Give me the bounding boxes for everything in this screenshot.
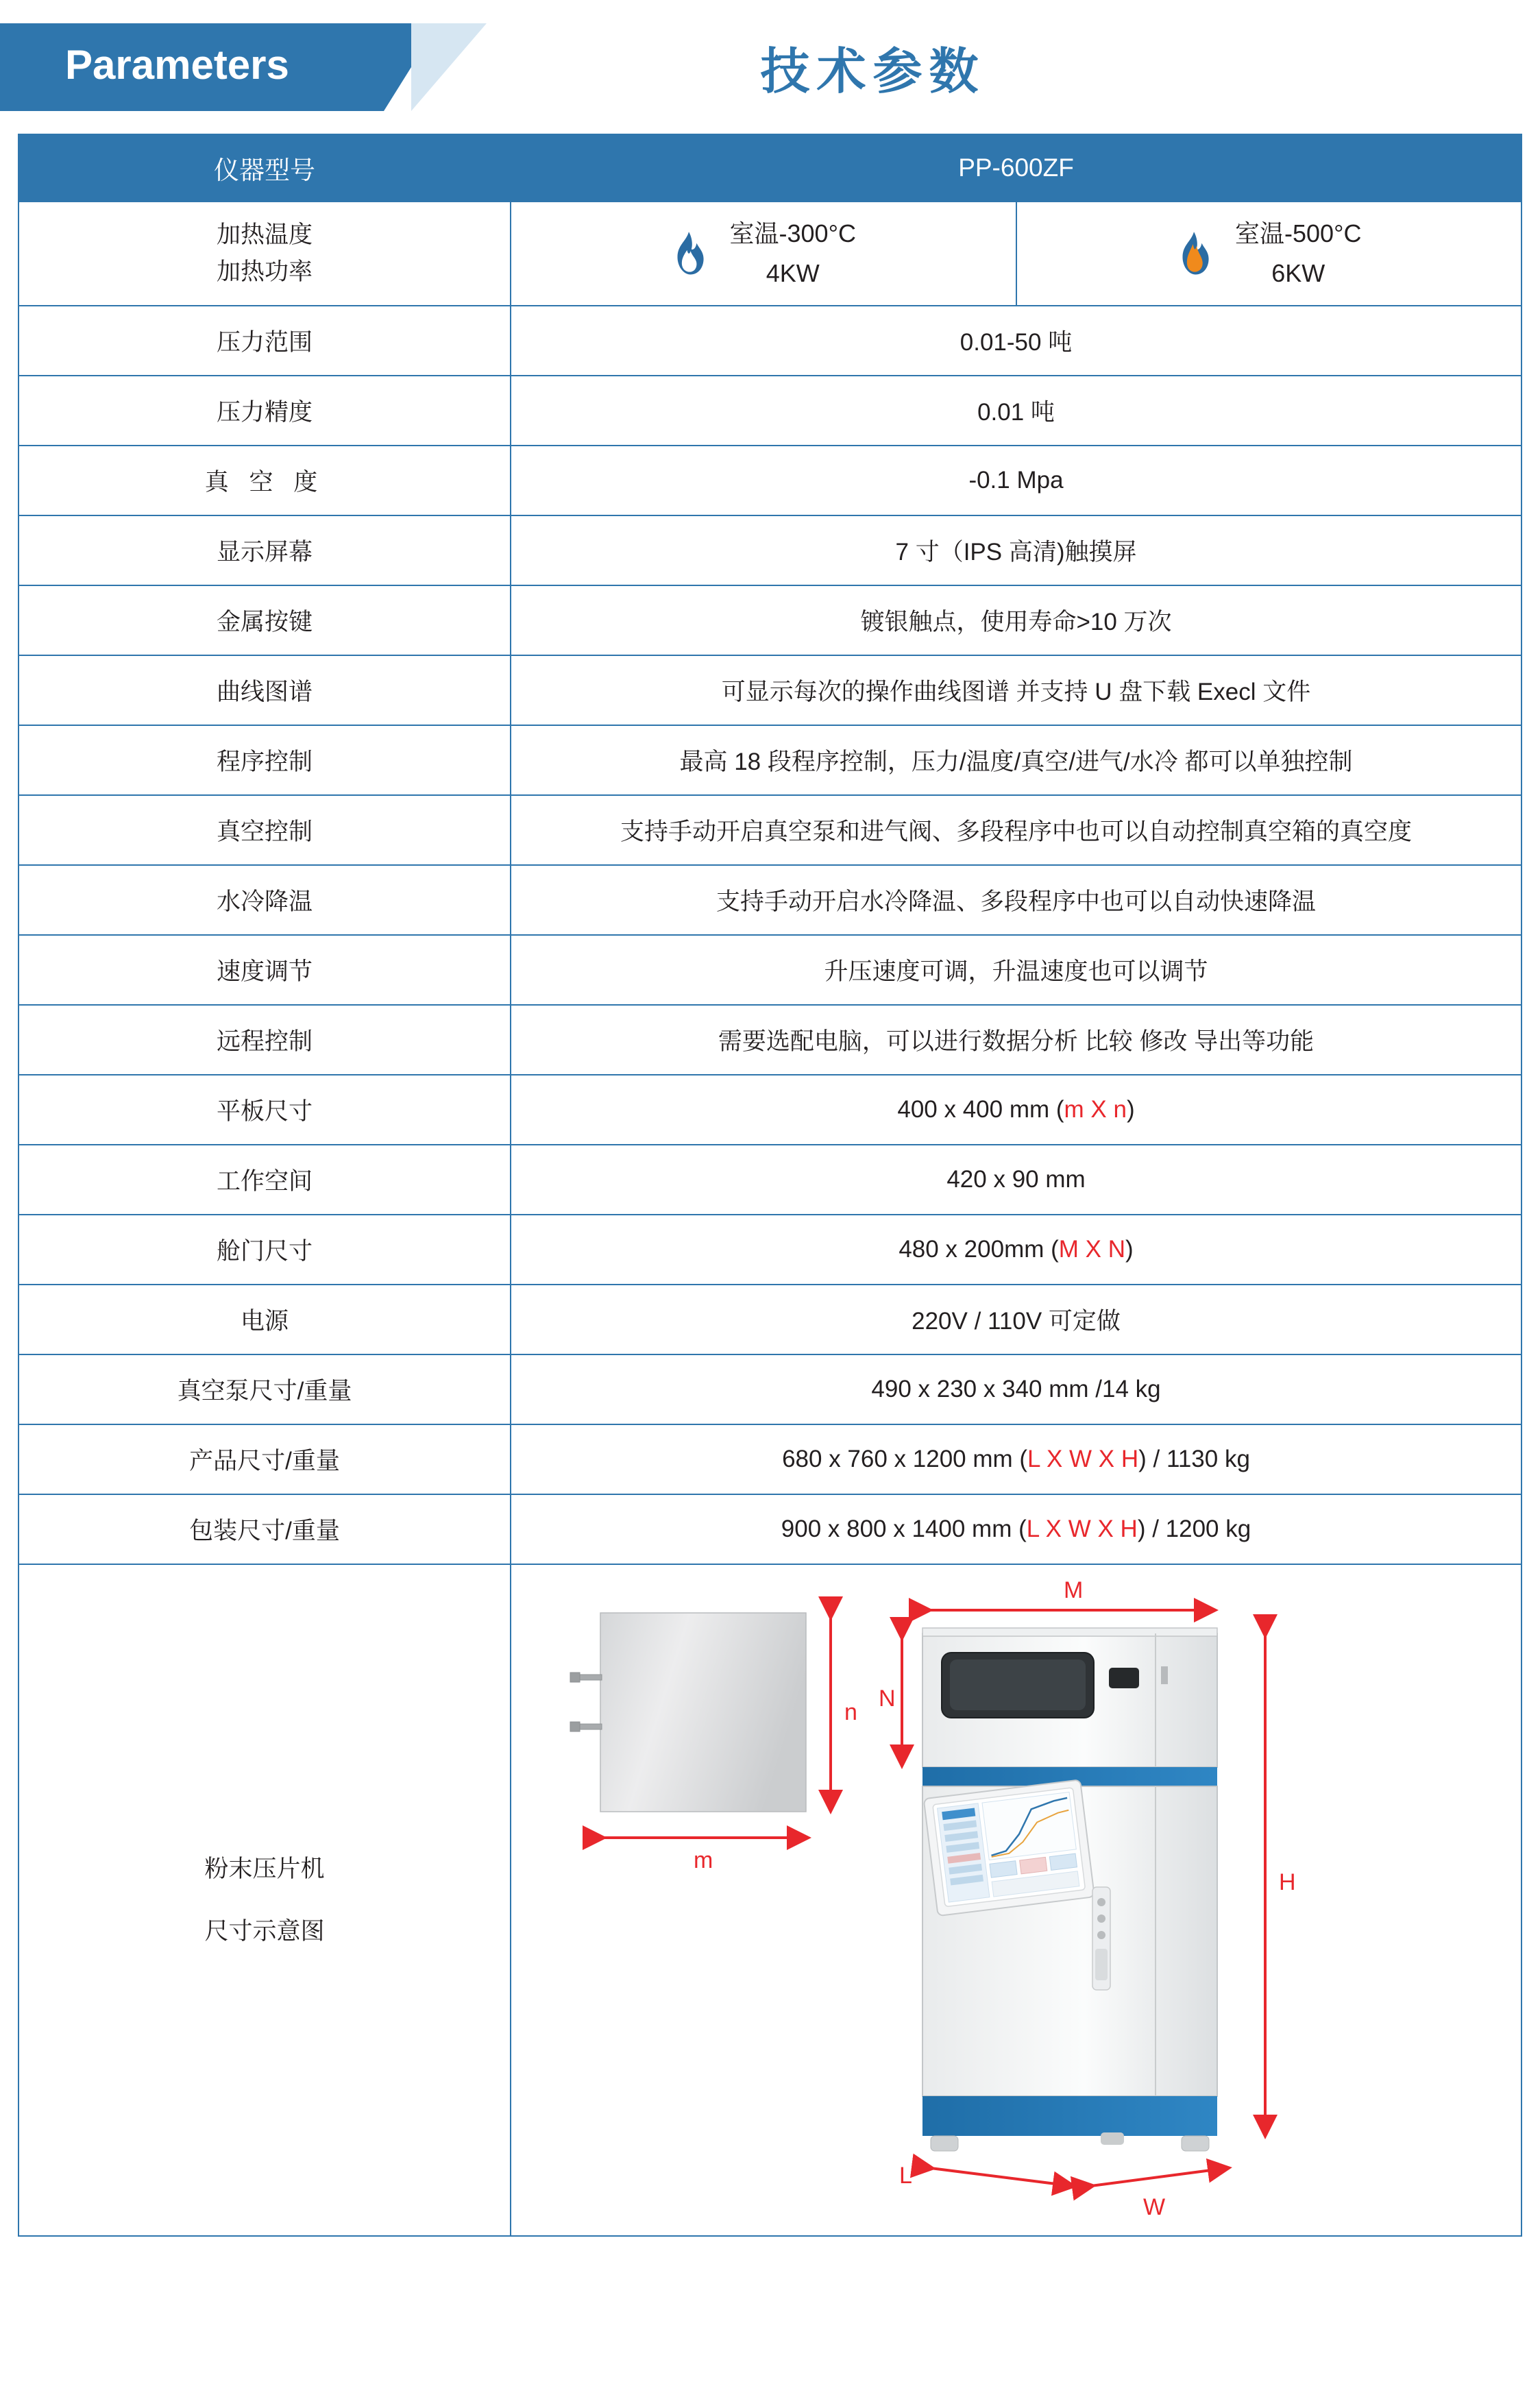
row-value: 镀银触点，使用寿命>10 万次 xyxy=(511,585,1521,655)
row-value xyxy=(511,1215,1521,1285)
heating-label-line1: 加热温度 xyxy=(216,221,313,248)
tab-slant-light xyxy=(411,23,487,111)
table-row xyxy=(19,1005,1521,1075)
value-prefix: 400 x 400 mm ( xyxy=(897,1096,1064,1123)
row-label: 真空泵尺寸/重量 xyxy=(19,1354,511,1424)
row-value: 220V / 110V 可定做 xyxy=(511,1285,1521,1354)
parameters-tab xyxy=(0,23,507,111)
model-value: PP-600ZF xyxy=(511,134,1521,202)
table-row xyxy=(19,446,1521,515)
flame-icon-orange xyxy=(1176,231,1212,276)
table-row xyxy=(19,1145,1521,1215)
row-label: 压力精度 xyxy=(19,376,511,446)
diagram-label-line1: 粉末压片机 xyxy=(204,1856,325,1882)
table-row xyxy=(19,795,1521,865)
dim-label-M: M xyxy=(1064,1577,1084,1603)
heating-300-text xyxy=(730,214,856,293)
dim-label-n: n xyxy=(844,1699,857,1725)
heating-500-temp: 室温-500°C xyxy=(1235,219,1362,248)
table-row xyxy=(19,1494,1521,1564)
dim-label-L: L xyxy=(899,2163,912,2189)
table-row xyxy=(19,1354,1521,1424)
diagram-label xyxy=(19,1564,511,2236)
row-value: 0.01 吨 xyxy=(511,376,1521,446)
value-prefix: 900 x 800 x 1400 mm ( xyxy=(781,1516,1027,1542)
row-value xyxy=(511,1424,1521,1494)
heating-500-power: 6KW xyxy=(1271,259,1325,287)
row-value: 最高 18 段程序控制，压力/温度/真空/进气/水冷 都可以单独控制 xyxy=(511,725,1521,795)
diagram-label-line2: 尺寸示意图 xyxy=(204,1918,325,1945)
heating-300-temp: 室温-300°C xyxy=(729,219,856,248)
arrow-W xyxy=(1091,2168,1227,2186)
row-label: 速度调节 xyxy=(19,935,511,1005)
table-row xyxy=(19,1285,1521,1354)
dim-label-N: N xyxy=(879,1686,896,1712)
heating-option-300 xyxy=(511,202,1016,305)
table-row xyxy=(19,935,1521,1005)
row-value: 0.01-50 吨 xyxy=(511,306,1521,376)
value-prefix: 680 x 760 x 1200 mm ( xyxy=(782,1446,1028,1472)
flame-icon-blue xyxy=(671,231,707,276)
row-label: 真 空 度 xyxy=(19,446,511,515)
value-suffix: ) xyxy=(1126,1096,1135,1123)
table-row-heating xyxy=(19,202,1521,306)
row-value: 升压速度可调，升温速度也可以调节 xyxy=(511,935,1521,1005)
row-label: 产品尺寸/重量 xyxy=(19,1424,511,1494)
heating-option-500 xyxy=(1016,202,1521,305)
plate-drawing xyxy=(570,1613,806,1812)
heating-values xyxy=(511,202,1521,306)
table-row xyxy=(19,585,1521,655)
value-suffix: ) / 1200 kg xyxy=(1137,1516,1251,1542)
diagram-graphics xyxy=(511,1565,1526,2235)
row-label: 程序控制 xyxy=(19,725,511,795)
model-label: 仪器型号 xyxy=(19,134,511,202)
specification-table xyxy=(18,134,1522,2237)
row-label: 电源 xyxy=(19,1285,511,1354)
row-label: 远程控制 xyxy=(19,1005,511,1075)
tab-label: Parameters xyxy=(65,41,289,88)
row-value: -0.1 Mpa xyxy=(511,446,1521,515)
table-row xyxy=(19,376,1521,446)
row-value: 可显示每次的操作曲线图谱 并支持 U 盘下载 Execl 文件 xyxy=(511,655,1521,725)
page-header xyxy=(0,0,1540,134)
row-label: 金属按键 xyxy=(19,585,511,655)
row-value: 7 寸（IPS 高清)触摸屏 xyxy=(511,515,1521,585)
table-row xyxy=(19,1215,1521,1285)
heating-label xyxy=(19,202,511,306)
dim-label-W: W xyxy=(1143,2194,1166,2220)
value-dimension-code: L X W X H xyxy=(1026,1516,1138,1542)
row-value: 490 x 230 x 340 mm /14 kg xyxy=(511,1354,1521,1424)
heating-500-text xyxy=(1235,214,1361,293)
table-row-model xyxy=(19,134,1521,202)
heating-300-power: 4KW xyxy=(766,259,820,287)
row-value xyxy=(511,1075,1521,1145)
value-dimension-code: L X W X H xyxy=(1027,1446,1139,1472)
row-label: 平板尺寸 xyxy=(19,1075,511,1145)
dim-label-m: m xyxy=(694,1847,713,1873)
table-row xyxy=(19,655,1521,725)
row-value xyxy=(511,1494,1521,1564)
dimension-diagram xyxy=(511,1565,1521,2235)
value-suffix: ) / 1130 kg xyxy=(1138,1446,1250,1472)
arrow-L xyxy=(931,2168,1072,2186)
table-row xyxy=(19,515,1521,585)
table-row xyxy=(19,865,1521,935)
row-label: 舱门尺寸 xyxy=(19,1215,511,1285)
table-row xyxy=(19,1424,1521,1494)
value-dimension-code: M X N xyxy=(1058,1236,1125,1263)
table-row xyxy=(19,725,1521,795)
row-label: 包装尺寸/重量 xyxy=(19,1494,511,1564)
row-label: 压力范围 xyxy=(19,306,511,376)
value-suffix: ) xyxy=(1125,1236,1134,1263)
page-title: 技术参数 xyxy=(760,44,986,99)
value-dimension-code: m X n xyxy=(1064,1096,1127,1123)
table-row-diagram xyxy=(19,1564,1521,2236)
table-row xyxy=(19,1075,1521,1145)
row-value: 支持手动开启水冷降温、多段程序中也可以自动快速降温 xyxy=(511,865,1521,935)
machine-drawing xyxy=(922,1628,1217,2151)
row-label: 显示屏幕 xyxy=(19,515,511,585)
row-label: 水冷降温 xyxy=(19,865,511,935)
row-label: 曲线图谱 xyxy=(19,655,511,725)
table-row xyxy=(19,306,1521,376)
row-value: 需要选配电脑，可以进行数据分析 比较 修改 导出等功能 xyxy=(511,1005,1521,1075)
heating-label-line2: 加热功率 xyxy=(216,258,313,285)
row-value: 420 x 90 mm xyxy=(511,1145,1521,1215)
diagram-cell xyxy=(511,1564,1521,2236)
dim-label-H: H xyxy=(1279,1869,1296,1895)
value-prefix: 480 x 200mm ( xyxy=(899,1236,1059,1263)
row-value: 支持手动开启真空泵和进气阀、多段程序中也可以自动控制真空箱的真空度 xyxy=(511,795,1521,865)
row-label: 工作空间 xyxy=(19,1145,511,1215)
row-label: 真空控制 xyxy=(19,795,511,865)
